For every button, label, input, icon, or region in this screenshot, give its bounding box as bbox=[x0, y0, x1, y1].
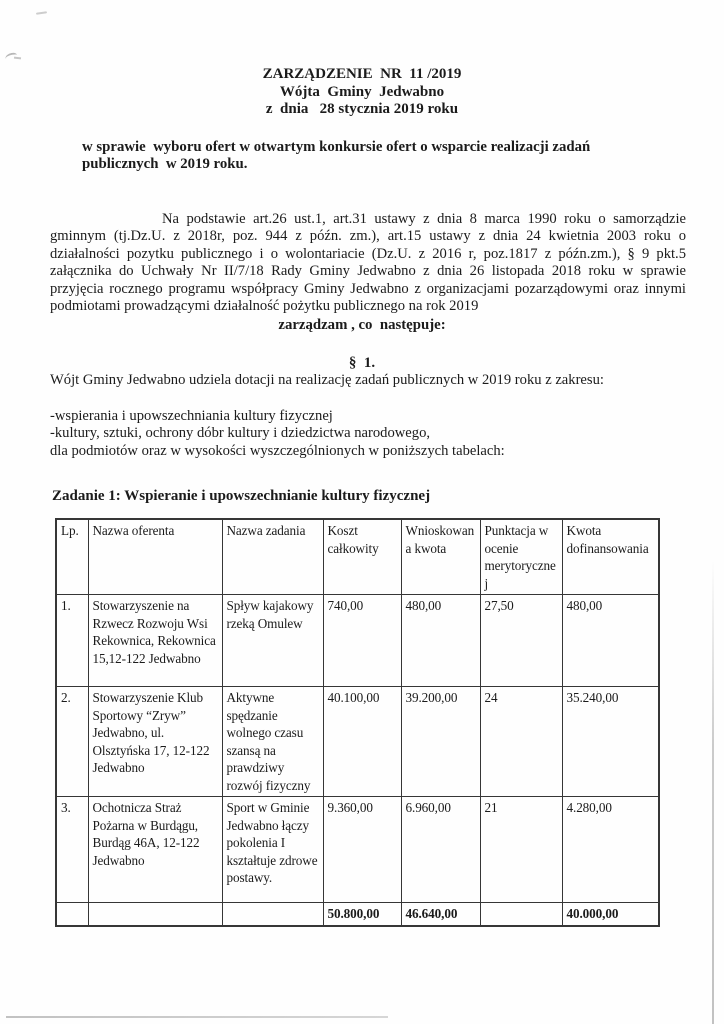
cell-total-wnioskowana: 46.640,00 bbox=[401, 903, 480, 926]
col-header-punktacja: Punktacja w ocenie merytorycznej bbox=[480, 519, 562, 595]
cell-empty bbox=[222, 903, 323, 926]
cell-punktacja: 21 bbox=[480, 797, 562, 903]
col-header-koszt: Koszt całkowity bbox=[323, 519, 401, 595]
cell-zadanie: Spływ kajakowy rzeką Omulew bbox=[222, 595, 323, 687]
document-date: z dnia 28 stycznia 2019 roku bbox=[265, 101, 459, 117]
col-header-oferent: Nazwa oferenta bbox=[88, 519, 222, 595]
table-total-row bbox=[56, 903, 659, 926]
legal-basis-paragraph: Na podstawie art.26 ust.1, art.31 ustawy z dnia 8 marca 1990 roku o samorządzie gminnym (tj.Dz.U. z 2018r, poz. 944 z późn. zm.), art.15 ustawy z dnia 24 kwietnia 2003 roku o działalności pozytku publicznego i o wolontariacie (Dz.U. z 2016 r, poz.1817 z późn.zm.), § 9 pkt.5 załącznika do Uchwały Nr II/7/18 Rady Gminy Jedwabno z dnia 26 listopada 2018 roku w sprawie przyjęcia rocznego programu współpracy Gminy Jedwabno z organizacjami pozarządowymi oraz innymi podmiotami prowadzącymi działalność pożytku publicznego na rok 2019 bbox=[50, 210, 686, 315]
cell-dofinansowanie: 35.240,00 bbox=[562, 687, 659, 797]
cell-total-koszt: 50.800,00 bbox=[323, 903, 401, 926]
col-header-wnioskowana: Wnioskowana kwota bbox=[401, 519, 480, 595]
cell-punktacja: 27,50 bbox=[480, 595, 562, 687]
cell-oferent: Stowarzyszenie na Rzwecz Rozwoju Wsi Rekownica, Rekownica 15,12-122 Jedwabno bbox=[88, 595, 222, 687]
scope-list bbox=[50, 408, 686, 461]
cell-oferent: Stowarzyszenie Klub Sportowy “Zryw” Jedwabno, ul. Olsztyńska 17, 12-122 Jedwabno bbox=[88, 687, 222, 797]
task-1-heading: Zadanie 1: Wspieranie i upowszechnianie kultury fizycznej bbox=[52, 487, 431, 504]
col-header-dofinansowanie: Kwota dofinansowania bbox=[562, 519, 659, 595]
cell-empty bbox=[480, 903, 562, 926]
table-row bbox=[56, 595, 659, 687]
table-row bbox=[56, 687, 659, 797]
section-1-heading: § 1. bbox=[348, 354, 376, 371]
document-author: Wójta Gminy Jedwabno bbox=[279, 83, 445, 100]
document-header bbox=[0, 0, 724, 119]
document-title: ZARZĄDZENIE NR 11 /2019 bbox=[262, 66, 462, 82]
scope-item: -kultury, sztuki, ochrony dóbr kultury i dziedzictwa narodowego, bbox=[50, 425, 431, 442]
scope-item: -wspierania i upowszechniania kultury fizycznej bbox=[50, 407, 333, 424]
cell-zadanie: Sport w Gminie Jedwabno łączy pokolenia I kształtuje zdrowe postawy. bbox=[222, 797, 323, 903]
cell-lp: 1. bbox=[56, 595, 88, 687]
cell-total-dofinansowanie: 40.000,00 bbox=[562, 903, 659, 926]
cell-wnioskowana: 39.200,00 bbox=[401, 687, 480, 797]
cell-oferent: Ochotnicza Straż Pożarna w Burdągu, Burdąg 46A, 12-122 Jedwabno bbox=[88, 797, 222, 903]
cell-koszt: 740,00 bbox=[323, 595, 401, 687]
cell-empty bbox=[88, 903, 222, 926]
cell-punktacja: 24 bbox=[480, 687, 562, 797]
document-subject: w sprawie wyboru ofert w otwartym konkursie ofert o wsparcie realizacji zadań publicznych w 2019 roku. bbox=[82, 138, 594, 172]
ordain-line: zarządzam , co następuje: bbox=[278, 317, 446, 334]
cell-koszt: 40.100,00 bbox=[323, 687, 401, 797]
cell-wnioskowana: 6.960,00 bbox=[401, 797, 480, 903]
cell-lp: 2. bbox=[56, 687, 88, 797]
cell-zadanie: Aktywne spędzanie wolnego czasu szansą na prawdziwy rozwój fizyczny bbox=[222, 687, 323, 797]
cell-lp: 3. bbox=[56, 797, 88, 903]
cell-koszt: 9.360,00 bbox=[323, 797, 401, 903]
table-row bbox=[56, 797, 659, 903]
col-header-lp: Lp. bbox=[56, 519, 88, 595]
scope-footer: dla podmiotów oraz w wysokości wyszczególnionych w poniższych tabelach: bbox=[50, 442, 505, 459]
cell-wnioskowana: 480,00 bbox=[401, 595, 480, 687]
cell-dofinansowanie: 480,00 bbox=[562, 595, 659, 687]
grants-table bbox=[55, 518, 660, 927]
col-header-zadanie: Nazwa zadania bbox=[222, 519, 323, 595]
scan-edge-artifact bbox=[712, 560, 714, 1024]
cell-empty bbox=[56, 903, 88, 926]
cell-dofinansowanie: 4.280,00 bbox=[562, 797, 659, 903]
table-header-row bbox=[56, 519, 659, 595]
scan-edge-artifact bbox=[6, 1016, 388, 1018]
section-1-intro: Wójt Gminy Jedwabno udziela dotacji na realizację zadań publicznych w 2019 roku z zakresu: bbox=[50, 372, 604, 389]
